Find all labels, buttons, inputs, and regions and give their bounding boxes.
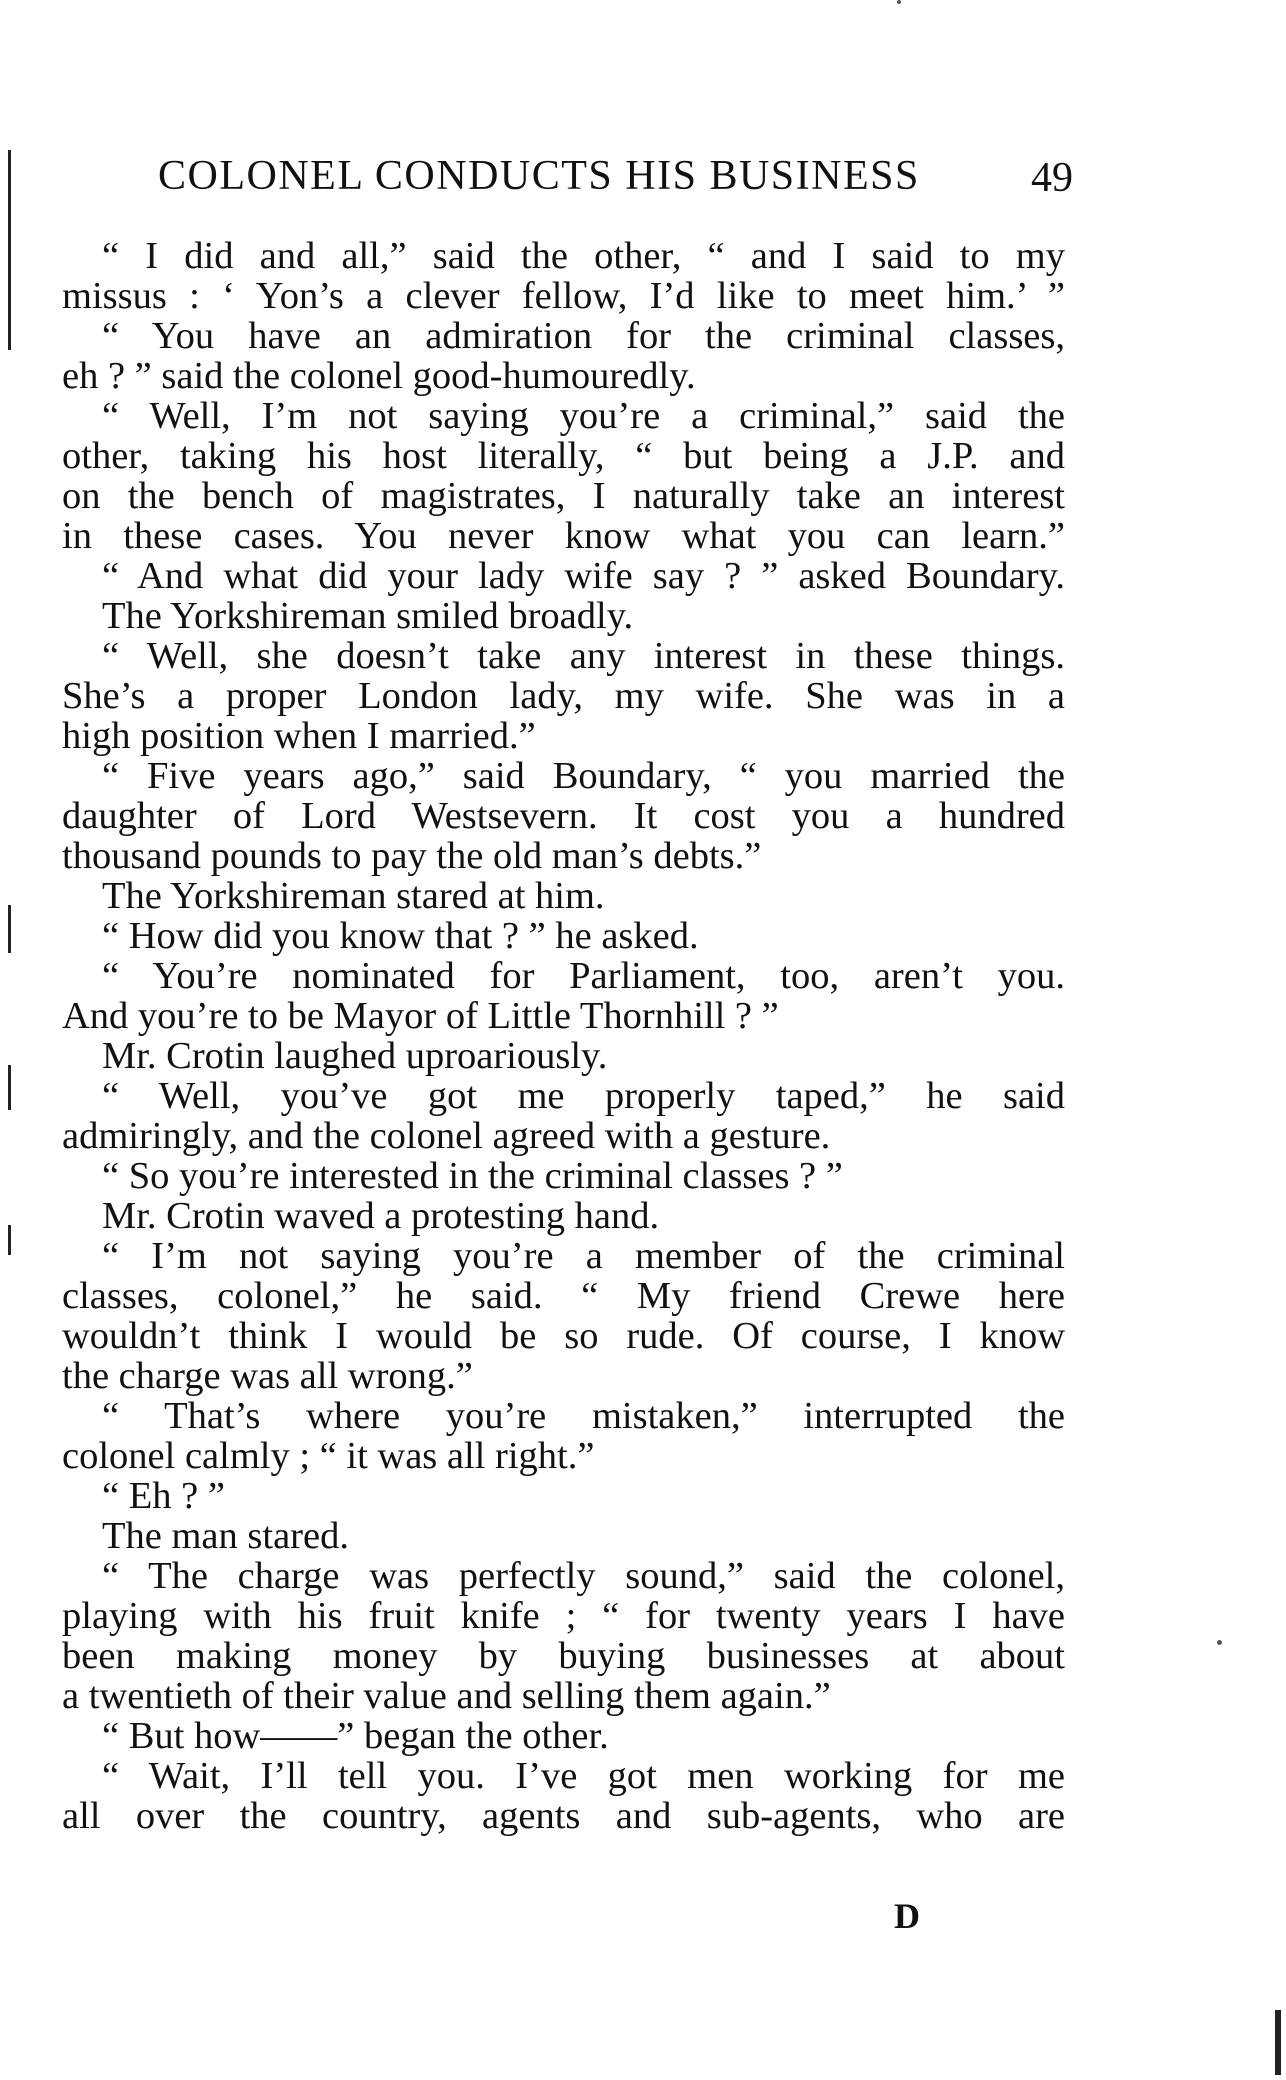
text-line: The man stared. [102,1515,349,1557]
text-line: And you’re to be Mayor of Little Thornhill ? ” [62,995,779,1037]
text-line: “ Five years ago,” said Boundary, “ you married the [102,755,1065,797]
text-line: Mr. Crotin laughed uproariously. [102,1035,608,1077]
text-line: thousand pounds to pay the old man’s debts.” [62,835,762,877]
scan-speck [1217,1640,1222,1645]
text-line: eh ? ” said the colonel good-humouredly. [62,355,696,397]
margin-bar [8,1065,11,1110]
text-line: “ But how——” began the other. [102,1715,609,1757]
text-line: “ You have an admiration for the criminal classes, [102,315,1065,357]
text-line: been making money by buying businesses at about [62,1635,1065,1677]
page-number: 49 [1031,155,1073,201]
text-line: “ Wait, I’ll tell you. I’ve got men working for me [102,1755,1065,1797]
text-line: Mr. Crotin waved a protesting hand. [102,1195,660,1237]
signature-mark: D [894,1896,921,1936]
text-line: colonel calmly ; “ it was all right.” [62,1435,595,1477]
margin-bar [8,905,11,953]
text-line: “ I’m not saying you’re a member of the criminal [102,1235,1065,1277]
margin-bar [8,150,11,350]
running-title: COLONEL CONDUCTS HIS BUSINESS [158,153,920,199]
text-line: “ That’s where you’re mistaken,” interrupted the [102,1395,1065,1437]
text-line: The Yorkshireman stared at him. [102,875,605,917]
text-line: “ You’re nominated for Parliament, too, aren’t you. [102,955,1065,997]
text-line: “ Well, she doesn’t take any interest in these things. [102,635,1065,677]
text-line: playing with his fruit knife ; “ for twenty years I have [62,1595,1065,1637]
margin-bar [1275,2010,1281,2075]
text-line: “ And what did your lady wife say ? ” asked Boundary. [102,555,1065,597]
text-line: The Yorkshireman smiled broadly. [102,595,634,637]
text-line: “ Eh ? ” [102,1475,225,1517]
text-line: “ How did you know that ? ” he asked. [102,915,699,957]
margin-bar [8,1225,11,1255]
text-line: daughter of Lord Westsevern. It cost you a hundred [62,795,1065,837]
running-head [158,152,1073,212]
text-line: She’s a proper London lady, my wife. She was in a [62,675,1065,717]
text-line: on the bench of magistrates, I naturally take an interest [62,475,1065,517]
text-line: in these cases. You never know what you can learn.” [62,515,1065,557]
text-line: “ I did and all,” said the other, “ and I said to my [102,235,1065,277]
text-line: other, taking his host literally, “ but being a J.P. and [62,435,1065,477]
scan-speck [897,0,901,4]
text-line: all over the country, agents and sub-agents, who are [62,1795,1065,1837]
text-line: wouldn’t think I would be so rude. Of course, I know [62,1315,1065,1357]
text-line: high position when I married.” [62,715,536,757]
text-line: admiringly, and the colonel agreed with a gesture. [62,1115,831,1157]
body-text [62,236,1065,1836]
text-line: classes, colonel,” he said. “ My friend Crewe here [62,1275,1065,1317]
text-line: the charge was all wrong.” [62,1355,473,1397]
text-line: “ Well, I’m not saying you’re a criminal,” said the [102,395,1065,437]
text-line: “ Well, you’ve got me properly taped,” he said [102,1075,1065,1117]
text-line: “ So you’re interested in the criminal classes ? ” [102,1155,843,1197]
text-line: “ The charge was perfectly sound,” said the colonel, [102,1555,1065,1597]
text-line: missus : ‘ Yon’s a clever fellow, I’d like to meet him.’ ” [62,275,1065,317]
text-line: a twentieth of their value and selling them again.” [62,1675,831,1717]
